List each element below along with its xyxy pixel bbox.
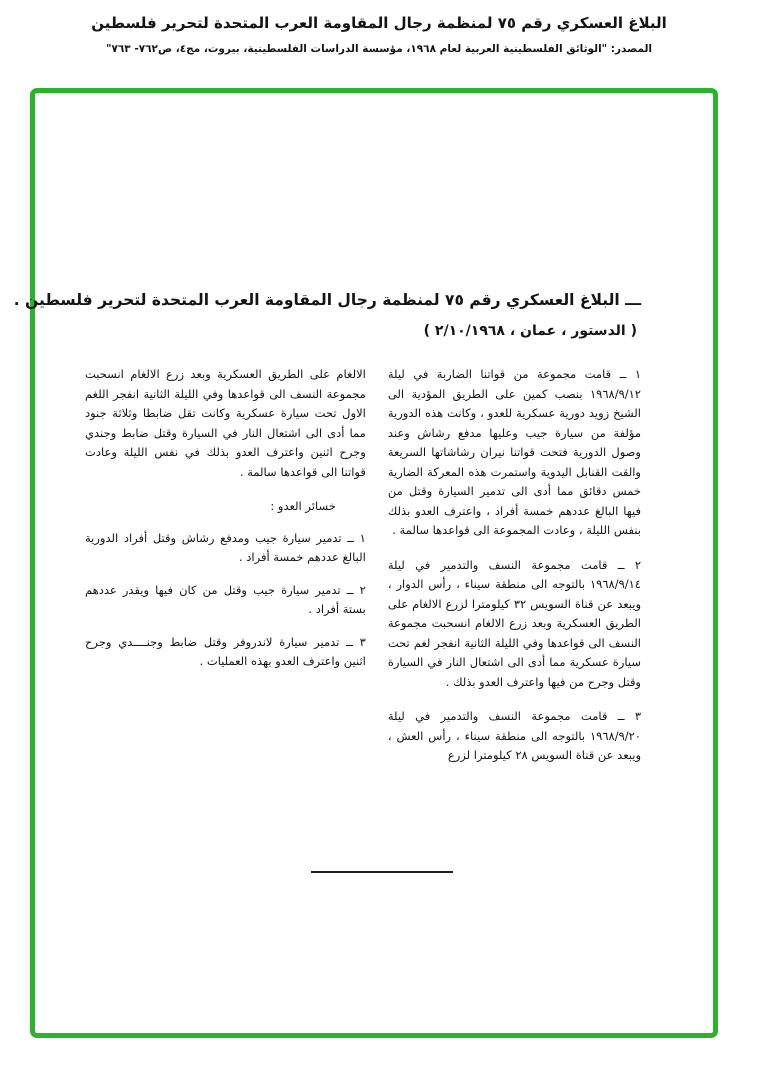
footer-rule <box>311 871 453 873</box>
communique-dateline: ( الدستور ، عمان ، ٢/١٠/١٩٦٨ ) <box>423 323 637 339</box>
document-header <box>0 14 758 55</box>
loss-item-2: ٢ ــ تدمير سيارة جيب وقتل من كان فيها ويقدر عددهم بستة أفراد . <box>85 582 366 616</box>
paragraph-3-continuation: الالغام على الطريق العسكرية وبعد زرع الالغام انسحبت مجموعة النسف الى قواعدها وفي الليلة الثانية انفجر اللغم الاول تحت سيارة عسكرية وكانت تقل ضابطا وثلاثة جنود مما أدى الى اشتعال النار في السيارة وقتل ضابط وجندي وجرح اثنين واعترف العدو بذلك في نفس الليلة وعادت قواتنا الى قواعدها سالمة . <box>85 367 366 479</box>
two-column-text <box>85 365 641 781</box>
loss-item-1: ١ ــ تدمير سيارة جيب ومدفع رشاش وقتل أفراد الدورية البالغ عددهم خمسة أفراد . <box>85 530 366 564</box>
document-body <box>13 291 641 781</box>
paragraph-1: ١ ــ قامت مجموعة من قواتنا الضاربة في ليلة ١٩٦٨/٩/١٢ بنصب كمين على الطريق المؤدية الى الشيخ زويد دورية عسكرية للعدو ، وكانت هذه الدورية مؤلفة من سيارة جيب وعليها مدفع رشاش وعند وصول الدورية فتحت قواتنا نيران رشاشاتها السريعة والقت القنابل اليدوية واستمرت هذه المعركة الضارية خمس دقائق مما أدى الى تدمير السيارة وقتل من فيها البالغ عددهم خمسة أفراد ، واعترف العدو بذلك بنفس الليلة ، وعادت المجموعة الى قواعدها سالمة . <box>387 367 641 537</box>
paragraph-3: ٣ ــ قامت مجموعة النسف والتدمير في ليلة ١٩٦٨/٩/٢٠ بالتوجه الى منطقة سيناء ، رأس العش ، ويبعد عن قناة السويس ٢٨ كيلومترا لزرع <box>387 709 641 762</box>
green-scan-frame <box>13 88 718 1038</box>
enemy-losses-heading: خسائر العدو : <box>270 499 336 513</box>
left-column <box>85 365 366 685</box>
loss-item-3: ٣ ــ تدمير سيارة لاندروفر وقتل ضابط وجنــــدي وجرح اثنين واعترف العدو بهذه العمليات . <box>85 634 366 668</box>
communique-title: ـــ البلاغ العسكري رقم ٧٥ لمنظمة رجال المقاومة العرب المتحدة لتحرير فلسطين . <box>13 291 641 309</box>
paragraph-2: ٢ ــ قامت مجموعة النسف والتدمير في ليلة ١٩٦٨/٩/١٤ بالتوجه الى منطقة سيناء ، رأس الدوار ، ويبعد عن قناة السويس ٣٢ كيلومترا لزرع الالغام على الطريق العسكرية وبعد زرع الالغام انسحبت مجموعة النسف الى قواعدها وفي الليلة الثانية انفجر لغم تحت سيارة عسكرية مما أدى الى اشتعال النار في السيارة وقتل وجرح من فيها واعترف العدو بذلك . <box>387 557 641 689</box>
header-source-citation: المصدر: "الوثائق الفلسطينية العربية لعام ١٩٦٨، مؤسسة الدراسات الفلسطينية، بيروت، مج٤، ص٧٦٢- ٧٦٣" <box>105 43 653 55</box>
header-title: البلاغ العسكري رقم ٧٥ لمنظمة رجال المقاومة العرب المتحدة لتحرير فلسطين <box>91 14 667 32</box>
right-column <box>388 365 641 781</box>
